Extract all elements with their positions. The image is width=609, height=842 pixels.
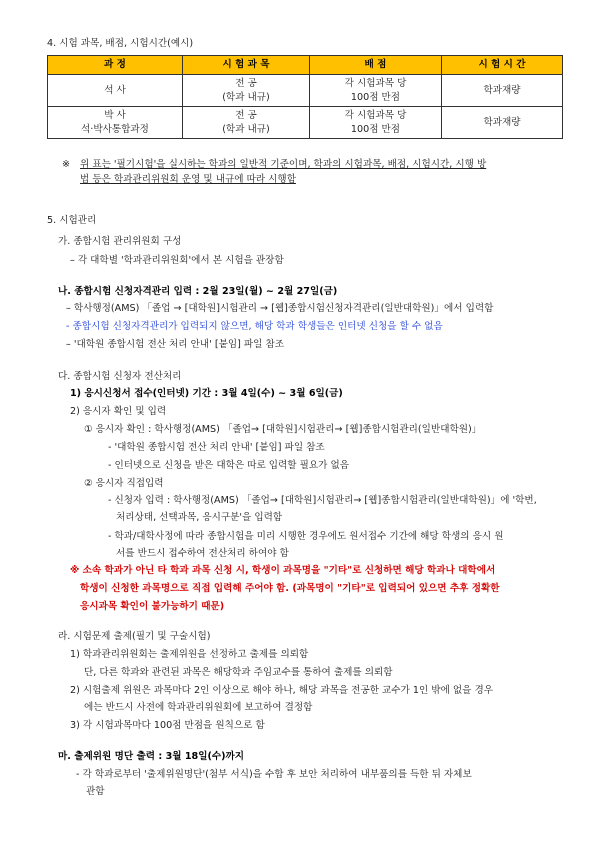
da-item-1: ① 응시자 확인 : 학사행정(AMS) 「졸업→ [대학원]시험관리→ [웹]종합시험관리(일반대학원)」 bbox=[84, 424, 482, 435]
ma-item: - 각 학과로부터 '출제위원명단'(첨부 서식)을 수합 후 보안 처리하여 내부품의를 득한 뒤 자체보 bbox=[76, 769, 472, 780]
da-sub-1: 1) 응시신청서 접수(인터넷) 기간 : 3월 4일(수) ~ 3월 6일(금) bbox=[70, 388, 343, 399]
section-5-heading: 5. 시험관리 bbox=[47, 215, 97, 226]
subject-cell: 전 공 (학과 내규) bbox=[183, 75, 310, 107]
header-course: 과 정 bbox=[48, 56, 183, 75]
header-subject: 시 험 과 목 bbox=[183, 56, 310, 75]
da-sub-2: 2) 응시자 확인 및 입력 bbox=[70, 406, 167, 417]
time-cell: 학과재량 bbox=[442, 107, 563, 139]
table-header-row bbox=[48, 56, 563, 75]
da-item-1a: - '대학원 종합시험 전산 처리 안내' [붙임] 파일 참조 bbox=[108, 442, 325, 453]
ma-heading: 마. 출제위원 명단 출력 : 3월 18일(수)까지 bbox=[58, 751, 245, 762]
ra-sub-3: 3) 각 시험과목마다 100점 만점을 원칙으로 함 bbox=[70, 720, 265, 731]
ra-heading: 라. 시험문제 출제(필기 및 구술시험) bbox=[58, 631, 211, 642]
note-line: 위 표는 '필기시험'을 실시하는 학과의 일반적 기준이며, 학과의 시험과목, 배점, 시험시간, 시행 방 bbox=[80, 159, 487, 170]
ra-sub-1b: 단, 다른 학과와 관련된 과목은 해당학과 주임교수를 통하여 출제를 의뢰함 bbox=[84, 667, 393, 678]
table-row bbox=[48, 107, 563, 139]
course-cell: 석 사 bbox=[48, 75, 183, 107]
header-time: 시 험 시 간 bbox=[442, 56, 563, 75]
na-heading: 나. 종합시험 신청자격관리 입력 : 2월 23일(월) ~ 2월 27일(금) bbox=[58, 286, 338, 297]
warning-line: ※ 소속 학과가 아닌 타 학과 과목 신청 시, 학생이 과목명을 "기타"로 신청하면 해당 학과나 대학에서 bbox=[70, 565, 496, 576]
ra-sub-2: 2) 시험출제 위원은 과목마다 2인 이상으로 해야 하나, 해당 과목을 전공한 교수가 1인 밖에 없을 경우 bbox=[70, 685, 494, 696]
score-cell: 각 시험과목 당 100점 만점 bbox=[310, 107, 442, 139]
da-item-2: ② 응시자 직접입력 bbox=[84, 478, 164, 489]
header-score: 배 점 bbox=[310, 56, 442, 75]
subject-cell: 전 공 (학과 내규) bbox=[183, 107, 310, 139]
table-row bbox=[48, 75, 563, 107]
ra-sub-2-cont: 에는 반드시 사전에 학과관리위원회에 보고하여 결정함 bbox=[84, 702, 313, 713]
note-mark: ※ bbox=[62, 159, 71, 170]
da-item-2a: - 신청자 입력 : 학사행정(AMS) 「졸업→ [대학원]시험관리→ [웹]종합시험관리(일반대학원)」에 '학번, bbox=[108, 495, 537, 506]
na-item: – '대학원 종합시험 전산 처리 안내' [붙임] 파일 참조 bbox=[66, 339, 285, 350]
na-item-notice: - 종합시험 신청자격관리가 입력되지 않으면, 해당 학과 학생들은 인터넷 신청을 할 수 없음 bbox=[66, 321, 443, 332]
warning-line: 응시과목 확인이 불가능하기 때문) bbox=[80, 601, 225, 612]
da-item-2a-cont: 처리상태, 선택과목, 응시구분'을 입력함 bbox=[116, 512, 283, 523]
ra-sub-1: 1) 학과관리위원회는 출제위원을 선정하고 출제를 의뢰함 bbox=[70, 649, 309, 660]
ga-item: – 각 대학별 '학과관리위원회'에서 본 시험을 관장함 bbox=[70, 255, 284, 266]
ma-item-cont: 관함 bbox=[86, 786, 105, 797]
warning-line: 학생이 신청한 과목명으로 직접 입력해 주어야 함. (과목명이 "기타"로 입력되어 있으면 추후 정확한 bbox=[80, 583, 500, 594]
time-cell: 학과재량 bbox=[442, 75, 563, 107]
na-item: – 학사행정(AMS) 「졸업 → [대학원]시험관리 → [웹]종합시험신청자격관리(일반대학원)」에서 입력함 bbox=[66, 303, 494, 314]
exam-table bbox=[47, 55, 563, 139]
da-heading: 다. 종합시험 신청자 전산처리 bbox=[58, 371, 182, 382]
da-item-2b: - 학과/대학사정에 따라 종합시험을 미리 시행한 경우에도 원서접수 기간에 해당 학생의 응시 원 bbox=[108, 531, 504, 542]
ga-heading: 가. 종합시험 관리위원회 구성 bbox=[58, 236, 182, 247]
da-item-2b-cont: 서를 반드시 접수하여 전산처리 하여야 함 bbox=[116, 548, 289, 559]
da-item-1b: - 인터넷으로 신청을 받은 대학은 따로 입력할 필요가 없음 bbox=[108, 460, 350, 471]
course-cell: 박 사 석·박사통합과정 bbox=[48, 107, 183, 139]
score-cell: 각 시험과목 당 100점 만점 bbox=[310, 75, 442, 107]
section-4-heading: 4. 시험 과목, 배점, 시험시간(예시) bbox=[47, 38, 194, 49]
note-line: 법 등은 학과관리위원회 운영 및 내규에 따라 시행함 bbox=[80, 174, 296, 185]
